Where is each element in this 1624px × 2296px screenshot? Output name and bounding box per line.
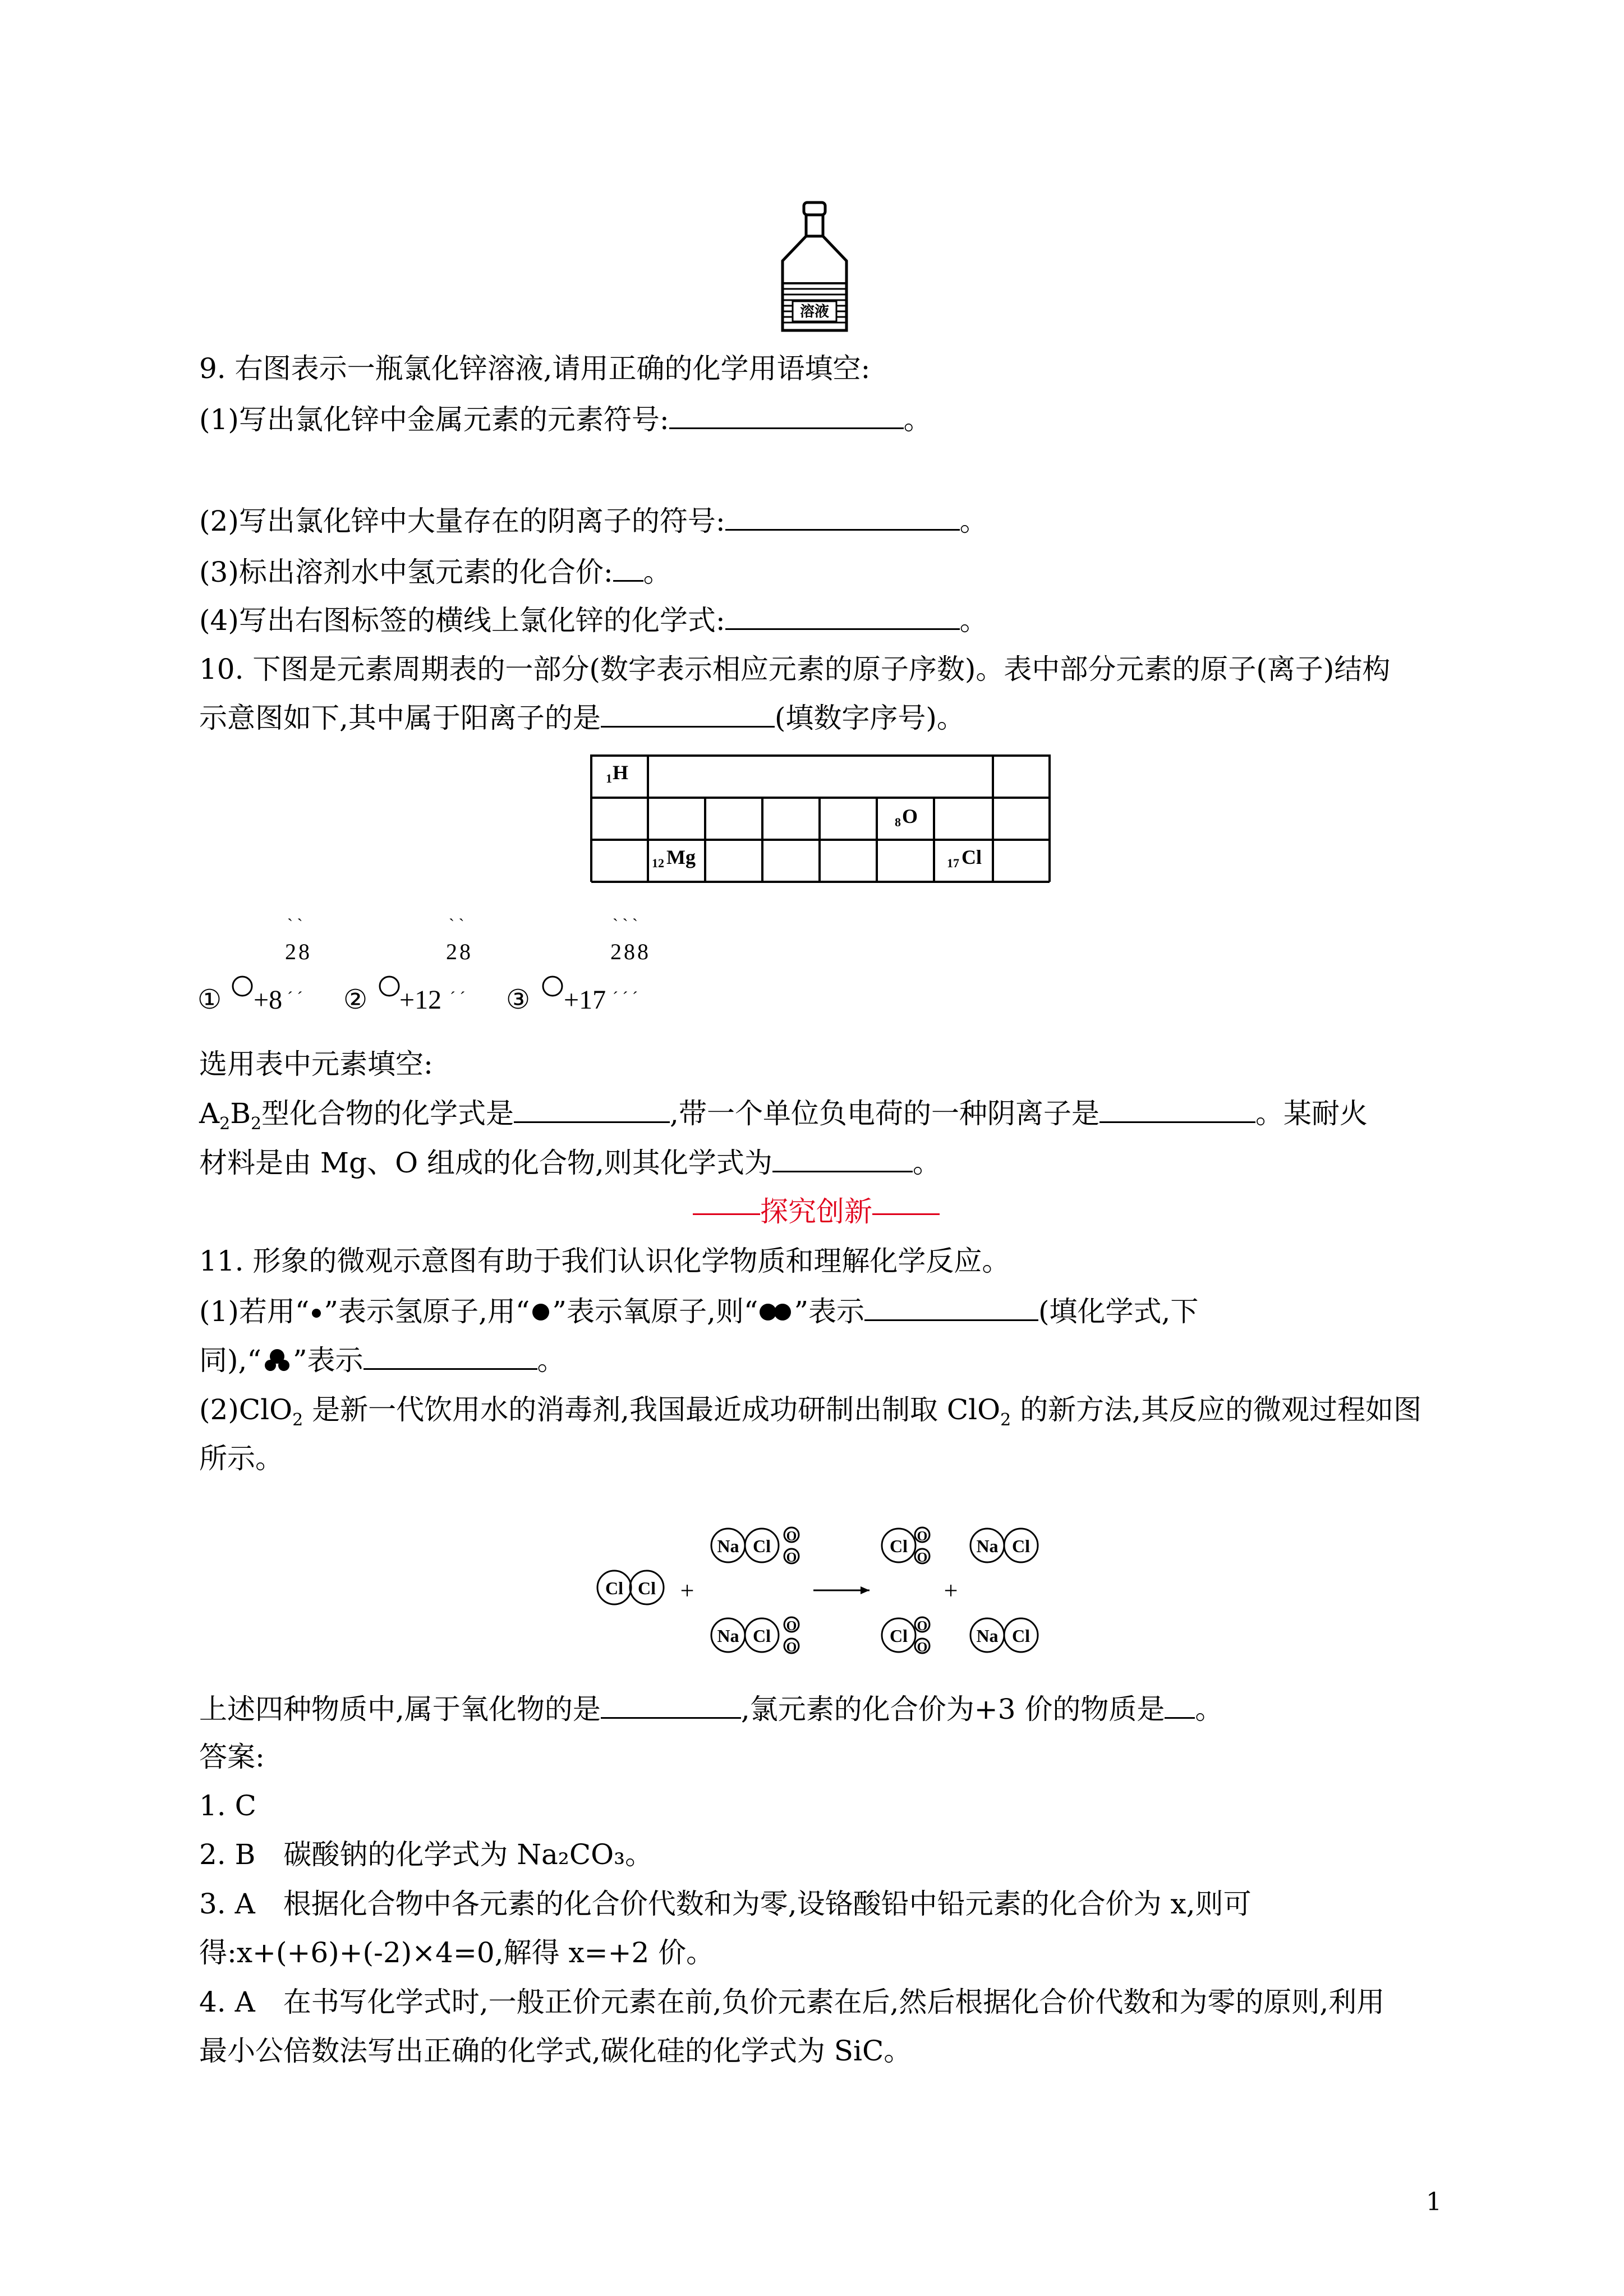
q10-fill-line1 (199, 1096, 1368, 1142)
page-number: 1 (1426, 2188, 1442, 2216)
section-title: 探究创新 (760, 1195, 872, 1228)
table-cl-number: 17 (947, 856, 959, 870)
q10-anion-blank[interactable] (1099, 1096, 1255, 1123)
clo2-top-o2: O (917, 1550, 928, 1565)
q11-stem: 11. 形象的微观示意图有助于我们认识化学物质和理解化学反应。 (199, 1245, 1010, 1277)
clo2-top-cl: Cl (890, 1536, 908, 1556)
q10-fill-text-d: 材料是由 Mg、O 组成的化合物,则其化学式为 (199, 1147, 772, 1179)
answer-3-line1: 3. A 根据化合物中各元素的化合价代数和为零,设铬酸铅中铅元素的化合价为 x,则可 (199, 1888, 1252, 1920)
q9-part3 (199, 554, 671, 590)
q10-cation-blank[interactable] (601, 700, 775, 728)
diagram-1-label: ① (197, 985, 222, 1015)
diagram-1-shells: 28 (285, 939, 312, 964)
q9-part4-text: (4)写出右图标签的横线上氯化锌的化学式: (199, 604, 725, 637)
q11-p1b: ”表示氢原子,用“ (324, 1295, 530, 1328)
q10-fill-intro: 选用表中元素填空: (199, 1048, 433, 1080)
q11-part1-line2 (199, 1342, 565, 1378)
naclo2-top-o1: O (786, 1529, 797, 1544)
q11-p1d: ”表示 (794, 1295, 865, 1328)
plus-sign-right: + (944, 1577, 958, 1604)
q10-fill-text-b: ,带一个单位负电荷的一种阴离子是 (670, 1097, 1099, 1130)
answer-1: 1. C (199, 1789, 256, 1822)
q9-part4-blank[interactable] (725, 602, 960, 630)
q9-part2 (199, 503, 988, 539)
q11-oxide-blank[interactable] (601, 1691, 741, 1719)
q9-part3-text: (3)标出溶剂水中氢元素的化合价: (199, 556, 613, 588)
q9-part2-text: (2)写出氯化锌中大量存在的阴离子的符号: (199, 505, 725, 537)
q10-stem-line1: 10. 下图是元素周期表的一部分(数字表示相应元素的原子序数)。表中部分元素的原子(离子)结构 (199, 653, 1391, 685)
q11-p1f: 同),“ (199, 1344, 261, 1377)
q11-p1a: (1)若用“ (199, 1295, 310, 1328)
water-molecule-icon (261, 1347, 293, 1372)
a2b2-formula: $A_2B_2$ (199, 1097, 262, 1134)
svg-text:` `: ` ` (449, 915, 464, 934)
q11-p1h: 。 (537, 1344, 565, 1377)
svg-text:` ` `: ` ` ` (613, 915, 638, 934)
atomic-structure-diagrams (191, 914, 696, 1021)
clo2-bottom-o2: O (917, 1640, 928, 1655)
q9-part4 (199, 602, 988, 638)
periodic-table-fragment (589, 754, 1052, 884)
nacl-bottom-na: Na (976, 1626, 999, 1646)
answer-4-line2: 最小公倍数法写出正确的化学式,碳化硅的化学式为 SiC。 (199, 2035, 912, 2067)
naclo2-bottom-o2: O (786, 1640, 797, 1655)
diagram-3-label: ③ (506, 985, 531, 1015)
svg-text:` `: ` ` (287, 915, 303, 934)
table-mg-number: 12 (652, 856, 664, 870)
q11-ask-c: 。 (1195, 1693, 1223, 1726)
plus-sign-left: + (680, 1577, 694, 1604)
q10-stem-line2 (199, 700, 965, 736)
oxygen-molecule-icon (758, 1301, 794, 1323)
diagram-1-nucleus-charge: +8 (254, 985, 283, 1015)
naclo2-bottom-cl: Cl (753, 1626, 771, 1646)
diagram-3-nucleus-circle (543, 977, 562, 996)
diagram-1-nucleus-circle (233, 977, 252, 996)
q10-stem-text: 示意图如下,其中属于阳离子的是 (199, 702, 601, 734)
nacl-top-cl: Cl (1012, 1536, 1030, 1556)
diagram-2-nucleus-charge: +12 (399, 985, 442, 1015)
q9-part1 (199, 402, 932, 438)
answers-title: 答案: (199, 1741, 265, 1773)
table-o-number: 8 (895, 815, 901, 829)
q9-part1-text: (1)写出氯化锌中金属元素的元素符号: (199, 403, 669, 436)
q11-ask-b: ,氯元素的化合价为+3 价的物质是 (740, 1693, 1165, 1726)
q11-p1e: (填化学式,下 (1038, 1295, 1199, 1328)
clo2-bottom-cl: Cl (890, 1626, 908, 1646)
q11-ask-line (199, 1691, 1223, 1727)
answer-3-line2: 得:x+(+6)+(-2)×4=0,解得 x=+2 价。 (199, 1936, 715, 1969)
q11-p2c: 的新方法,其反应的微观过程如图 (1020, 1393, 1422, 1426)
table-cl-symbol: Cl (961, 846, 982, 868)
clo2-bottom-o1: O (917, 1619, 928, 1634)
q10-mgo-blank[interactable] (772, 1145, 913, 1172)
section-header (693, 1194, 940, 1230)
nacl-bottom-cl: Cl (1012, 1626, 1030, 1646)
reactant-cl-2: Cl (638, 1578, 656, 1598)
nacl-top-na: Na (976, 1536, 999, 1556)
svg-text:´ ´: ´ ´ (450, 988, 466, 1007)
q9-part2-end: 。 (959, 505, 988, 537)
naclo2-top-na: Na (717, 1536, 739, 1556)
answer-4-line1: 4. A 在书写化学式时,一般正价元素在前,负价元素在后,然后根据化合价代数和为零的原则,利用 (199, 1986, 1385, 2018)
q9-part3-blank[interactable] (613, 554, 643, 582)
q9-stem: 9. 右图表示一瓶氯化锌溶液,请用正确的化学用语填空: (199, 352, 871, 385)
q9-part3-end: 。 (643, 556, 671, 588)
svg-text:´ ´: ´ ´ (287, 988, 303, 1007)
q11-p2a: (2)ClO (199, 1393, 293, 1426)
table-mg-symbol: Mg (666, 846, 696, 868)
diagram-2-label: ② (343, 985, 368, 1015)
diagram-2-shells: 28 (446, 939, 473, 964)
q11-h2o-blank[interactable] (364, 1342, 537, 1370)
q9-part2-blank[interactable] (725, 503, 960, 531)
q10-fill-text-a: 型化合物的化学式是 (261, 1097, 514, 1130)
q10-fill-text-e: 。 (912, 1147, 941, 1179)
naclo2-bottom-o1: O (786, 1619, 797, 1634)
table-h-symbol: H (613, 761, 629, 784)
q10-fill-line2 (199, 1145, 941, 1181)
q9-part1-blank[interactable] (669, 402, 904, 429)
table-o-symbol: O (902, 805, 918, 827)
bottle-label: 溶液 (799, 303, 830, 320)
q11-p1c: ”表示氧原子,则“ (552, 1295, 758, 1328)
q11-p1g: ”表示 (292, 1344, 364, 1377)
reactant-cl-1: Cl (605, 1578, 623, 1598)
diagram-3-shells: 288 (610, 939, 651, 964)
q11-part2-line2: 所示。 (199, 1442, 283, 1475)
q11-cl3-blank[interactable] (1165, 1691, 1195, 1719)
q11-part2-line1: (2)ClO$_2$ 是新一代饮用水的消毒剂,我国最近成功研制出制取 ClO$_2$ 的新方法,其反应的微观过程如图 (199, 1393, 1422, 1430)
q11-ask-a: 上述四种物质中,属于氧化物的是 (199, 1693, 601, 1726)
naclo2-top-o2: O (786, 1550, 797, 1565)
diagram-3-nucleus-charge: +17 (564, 985, 606, 1015)
oxygen-atom-icon (530, 1301, 552, 1323)
clo2-top-o1: O (917, 1529, 928, 1544)
naclo2-top-cl: Cl (753, 1536, 771, 1556)
q9-part1-end: 。 (903, 403, 932, 436)
q11-o2-blank[interactable] (864, 1294, 1038, 1321)
naclo2-bottom-na: Na (717, 1626, 739, 1646)
q10-a2b2-blank[interactable] (514, 1096, 670, 1123)
table-h-number: 1 (606, 771, 612, 785)
svg-text:´ ´ ´: ´ ´ ´ (613, 988, 638, 1007)
q10-stem-end: (填数字序号)。 (774, 702, 965, 734)
answer-2: 2. B 碳酸钠的化学式为 Na₂CO₃。 (199, 1838, 654, 1871)
q10-fill-text-c: 。某耐火 (1255, 1097, 1368, 1130)
diagram-2-nucleus-circle (380, 977, 399, 996)
q11-part1-line1 (199, 1294, 1198, 1329)
reagent-bottle-figure (777, 199, 853, 334)
q11-p2b: 是新一代饮用水的消毒剂,我国最近成功研制出制取 ClO (312, 1393, 1001, 1426)
reaction-diagram (583, 1509, 1060, 1666)
hydrogen-atom-icon (309, 1301, 324, 1323)
q9-part4-end: 。 (959, 604, 988, 637)
